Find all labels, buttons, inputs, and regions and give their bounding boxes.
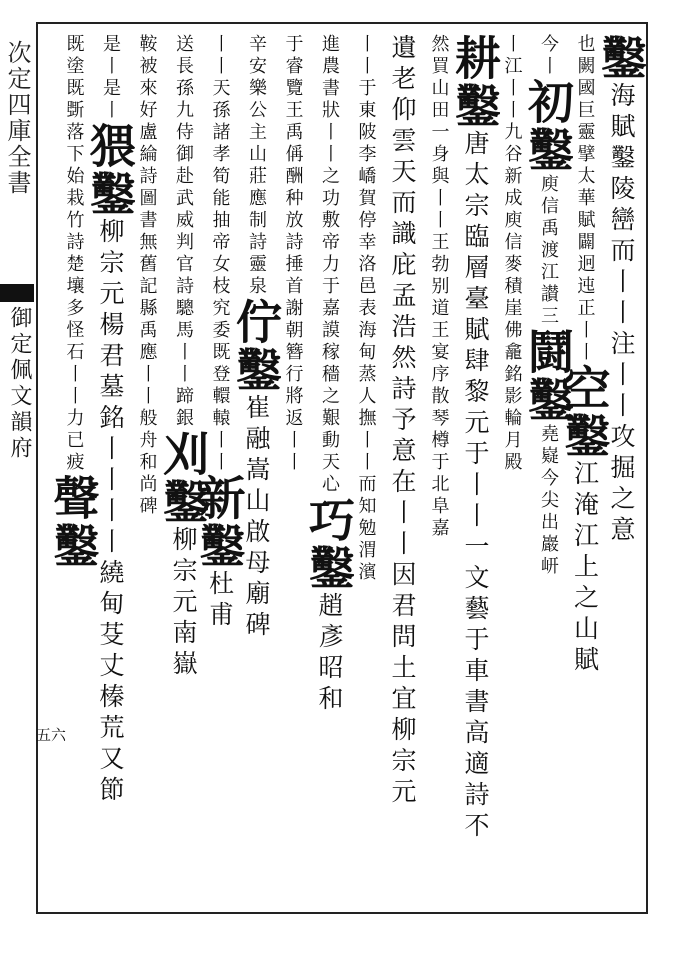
text-segment: 柳宗元楊君墓銘丨丨丨丨繞甸芟丈榛荒又節 (96, 218, 125, 807)
headword: 刈鑿 (156, 430, 210, 526)
text-segment: 般舟和尚碑 (136, 408, 158, 518)
text-segment: 然買山田一身與丨丨王勃别道王宴序散琴樽于北阜嘉 (428, 34, 450, 540)
text-segment: 落下始栽竹詩楚壤多怪石丨丨力已疲 (63, 122, 85, 474)
headword: 猥鑿 (83, 122, 137, 218)
text-column (156, 34, 210, 681)
margin-section-title: 次定四庫全書 (3, 40, 31, 196)
text-column (385, 34, 419, 809)
text-segment: 辛安樂公主山莊應制詩靈泉 (246, 34, 267, 298)
text-column (46, 34, 101, 570)
frame-bottom-rule (36, 912, 648, 914)
text-segment: 崔融嵩山啟母廟碑 (242, 394, 271, 642)
text-segment: 鞍被來好盧綸詩圖書無舊記縣禹應丨丨 (136, 34, 158, 408)
text-segment: 遺老仰雲天而識庇孟浩然詩予意在丨丨因君問土宜柳宗元 (388, 34, 417, 809)
text-column (594, 34, 648, 547)
text-column (130, 34, 164, 518)
frame-top-rule (36, 22, 648, 24)
text-segment: 江淹江上之山賦 (570, 460, 600, 677)
text-segment: 庾信麥積崖佛龕銘影輪月殿 (501, 210, 523, 474)
text-segment: 丨 (501, 34, 523, 56)
text-column (521, 34, 575, 578)
text-segment: 送長孫九侍御赴武威判官詩驄馬丨丨蹄銀 (173, 34, 194, 430)
headword: 初鑿 (521, 78, 575, 174)
text-segment: 海賦鑿陵巒而丨丨注丨丨攻掘之意 (607, 82, 636, 547)
headword: 鬪鑿 (521, 328, 575, 424)
headword: 聲鑿 (46, 474, 101, 570)
text-column (192, 34, 247, 632)
text-segment: 柳宗元南嶽 (169, 526, 198, 681)
text-segment: 也闕國巨靈擘太華賦闢迥迍正丨丨 (574, 34, 596, 364)
page-number: 五六 (36, 726, 67, 744)
text-segment: 進農書狀丨丨之功敷帝力于嘉謨稼穡之艱動天心 (319, 34, 340, 496)
headword: 新鑿 (192, 474, 247, 570)
headword: 空鑿 (557, 364, 612, 460)
headword: 巧鑿 (302, 496, 356, 592)
frame-left-rule (36, 22, 38, 914)
text-segment: 庾信禹渡江讃三 (538, 174, 559, 328)
text-segment: 杜甫 (205, 570, 235, 632)
text-segment: 江丨丨九谷新成 (501, 56, 523, 210)
text-column (422, 34, 456, 540)
fish-tail-mark (0, 284, 34, 302)
text-segment: 是丨是丨 (100, 34, 121, 122)
text-segment: 于睿覽王禹偁酬种放詩捶首謝朝簪行將返丨丨 (282, 34, 304, 474)
text-column (302, 34, 356, 716)
text-segment: 趙彥昭和 (315, 592, 344, 716)
text-segment: 堯嶷今尖出巖岍 (538, 424, 559, 578)
headword: 佇鑿 (229, 298, 283, 394)
text-segment: 今丨 (538, 34, 559, 78)
headword: 鑿 (594, 34, 648, 82)
book-title: 御定佩文韻府 (7, 306, 32, 462)
text-column (83, 34, 137, 807)
text-column (276, 34, 310, 474)
frame-right-rule (646, 22, 648, 914)
text-segment: 唐太宗臨層臺賦肆黎元于丨丨一文藝于車書高適詩不 (461, 130, 490, 843)
text-segment: 究委既登轘轅丨丨 (209, 298, 231, 474)
headword: 耕鑿 (448, 34, 502, 130)
text-segment: 丨丨天孫諸孝筍能抽帝女枝 (209, 34, 231, 298)
text-segment: 丨丨于東陂李嶠賀停幸洛邑表海甸蒸人撫丨丨而知勉渭濱 (355, 34, 377, 584)
text-column (448, 34, 502, 843)
text-segment: 既塗既斲 (63, 34, 85, 122)
